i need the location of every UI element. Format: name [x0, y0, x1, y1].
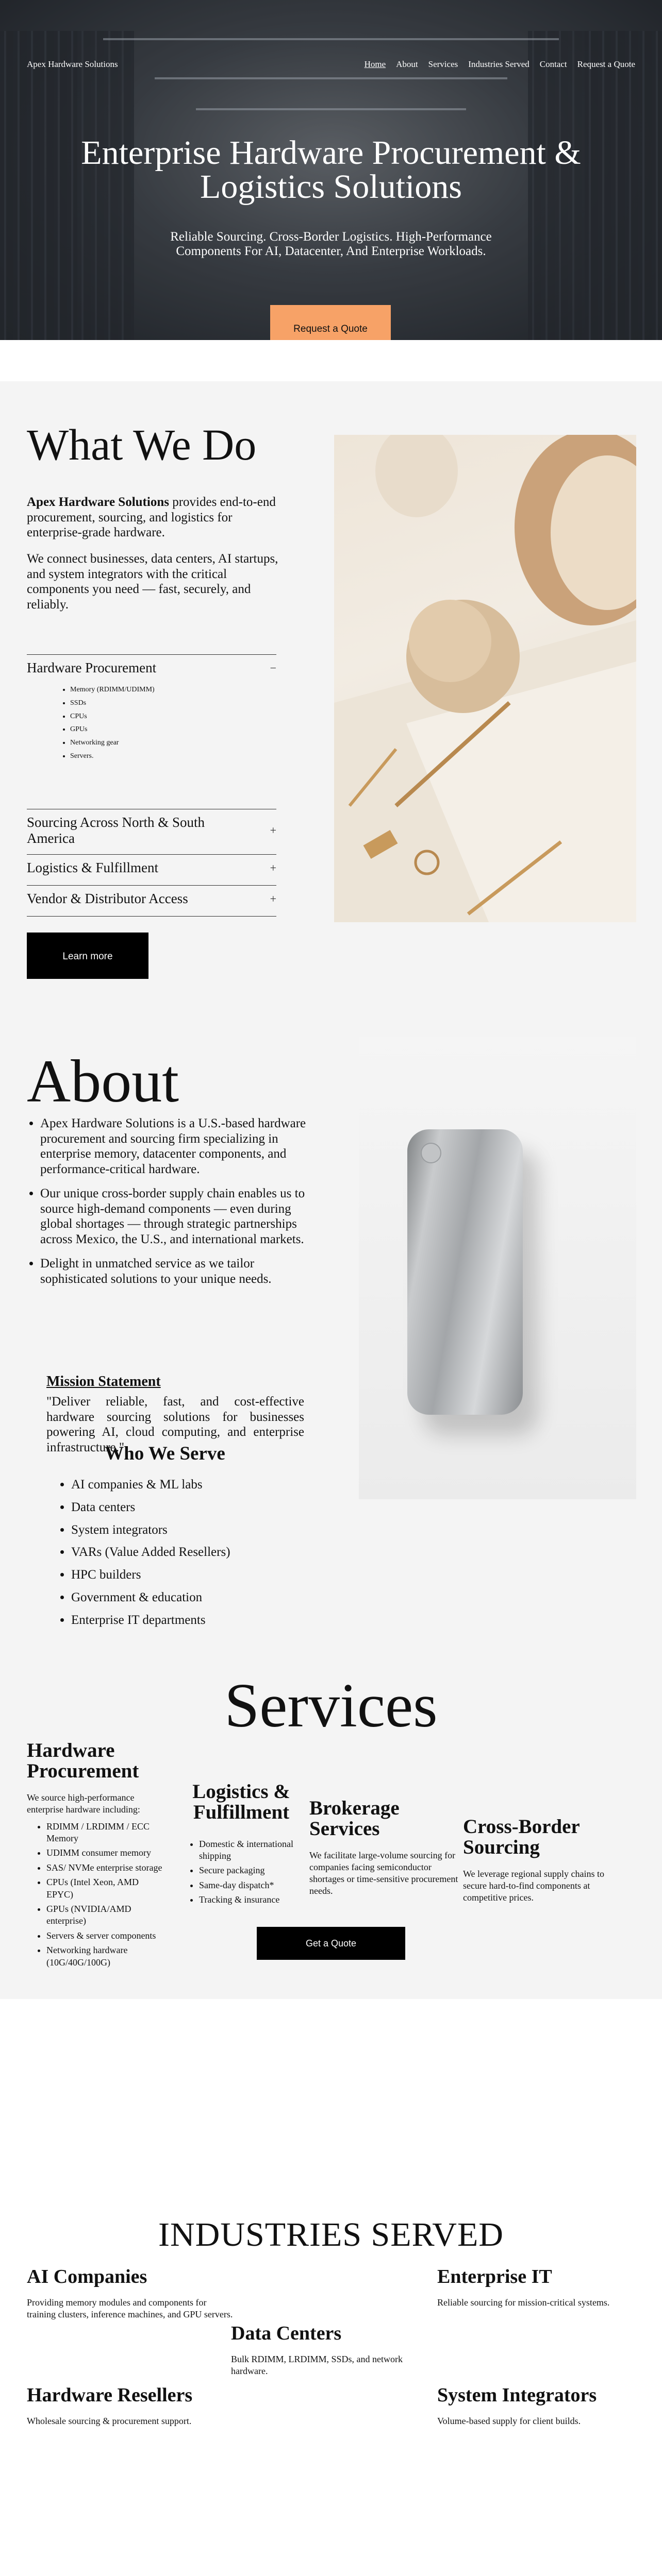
get-quote-button[interactable]: Get a Quote — [257, 1927, 405, 1960]
plus-icon[interactable]: + — [270, 861, 276, 874]
list-item: • System integrators — [71, 1519, 230, 1541]
list-item: • Government & education — [71, 1586, 230, 1609]
nav-link-industries[interactable]: Industries Served — [468, 59, 529, 69]
industry-ai-companies — [27, 2267, 233, 2321]
accordion-list — [70, 683, 276, 763]
industry-data-centers — [231, 2324, 427, 2378]
list-item: • Tracking & insurance — [199, 1894, 303, 1906]
who-we-serve-heading: Who We Serve — [105, 1443, 225, 1464]
accordion-label: Logistics & Fulfillment — [27, 860, 158, 875]
list-item: • GPUs — [70, 723, 276, 736]
service-text: We source high-performance enterprise hardware including: — [27, 1792, 140, 1815]
top-nav — [27, 57, 635, 72]
list-item: • Domestic & international shipping — [199, 1838, 303, 1862]
list-item: • Servers & server components — [46, 1930, 166, 1942]
who-we-serve-list — [71, 1473, 230, 1631]
service-list — [199, 1838, 303, 1906]
industries-title: INDUSTRIES SERVED — [158, 2216, 504, 2253]
what-we-do-lead — [27, 495, 279, 540]
accordion-item-sourcing[interactable] — [27, 809, 276, 846]
list-item: • SAS/ NVMe enterprise storage — [46, 1862, 166, 1874]
list-item: • HPC builders — [71, 1564, 230, 1586]
list-item: • CPUs (Intel Xeon, AMD EPYC) — [46, 1876, 166, 1901]
list-item: • Enterprise IT departments — [71, 1609, 230, 1632]
list-item: • Apex Hardware Solutions is a U.S.-based hardware procurement and sourcing firm specializing in enterprise memory, datacenter components, and performance-critical hardware. — [40, 1116, 313, 1177]
accordion-item-vendor-access[interactable] — [27, 885, 276, 907]
nav-link-contact[interactable]: Contact — [539, 59, 567, 69]
industry-text: Reliable sourcing for mission-critical systems. — [437, 2297, 610, 2308]
industry-title: Data Centers — [231, 2323, 342, 2344]
accordion-label: Hardware Procurement — [27, 660, 157, 675]
list-item: • Networking gear — [70, 736, 276, 750]
list-item: • Delight in unmatched service as we tailor sophisticated solutions to your unique needs. — [40, 1256, 313, 1286]
nav-link-home[interactable]: Home — [364, 59, 386, 69]
service-title: Cross-Border Sourcing — [463, 1816, 580, 1858]
external-drive-illustration — [407, 1129, 523, 1415]
service-title: Brokerage Services — [309, 1797, 400, 1840]
list-item: • UDIMM consumer memory — [46, 1847, 166, 1859]
hard-drive-image — [359, 1037, 636, 1499]
what-we-do-title: What We Do — [27, 420, 257, 469]
what-we-do-lead-text: provides end-to-end procurement, sourcing, and logistics for enterprise-grade hardware. — [27, 495, 276, 539]
service-text: We facilitate large-volume sourcing for companies facing semiconductor shortages or time-sensitive procurement needs. — [309, 1850, 458, 1896]
industry-enterprise-it — [437, 2267, 643, 2309]
services-title: Services — [224, 1671, 438, 1740]
industry-text: Wholesale sourcing & procurement support. — [27, 2415, 192, 2426]
what-we-do-lead-2: We connect businesses, data centers, AI startups, and system integrators with the critical components you need — fast, securely, and reliably. — [27, 552, 278, 612]
accordion-label: Vendor & Distributor Access — [27, 891, 188, 906]
accordion-item-hardware-procurement[interactable] — [27, 654, 276, 763]
list-item: • Secure packaging — [199, 1865, 303, 1876]
mission-heading: Mission Statement — [46, 1374, 161, 1389]
service-title: Logistics & Fulfillment — [192, 1781, 290, 1823]
accordion-item-logistics[interactable] — [27, 854, 276, 876]
industries-section — [0, 1999, 662, 2576]
service-text: We leverage regional supply chains to secure hard-to-find components at competitive prices. — [463, 1868, 604, 1903]
service-hardware-procurement — [27, 1740, 166, 1971]
list-item: • Our unique cross-border supply chain enables us to source high-demand components — even during global shortages — through strategic partnerships across Mexico, the U.S., and international markets. — [40, 1186, 313, 1247]
nav-link-services[interactable]: Services — [428, 59, 458, 69]
list-item: • VARs (Value Added Resellers) — [71, 1541, 230, 1564]
list-item: • Memory (RDIMM/UDIMM) — [70, 683, 276, 697]
list-item: • Data centers — [71, 1496, 230, 1519]
industry-text: Bulk RDIMM, LRDIMM, SSDs, and network hardware. — [231, 2353, 403, 2377]
nav-link-request-quote[interactable]: Request a Quote — [577, 59, 635, 69]
nav-link-about[interactable]: About — [396, 59, 418, 69]
mission-text: "Deliver reliable, fast, and cost-effective hardware sourcing solutions for businesses powering AI, cloud computing, and enterprise infrastructure." — [46, 1395, 304, 1454]
list-item: • RDIMM / LRDIMM / ECC Memory — [46, 1821, 166, 1845]
list-item: • GPUs (NVIDIA/AMD enterprise) — [46, 1903, 166, 1927]
industry-title: System Integrators — [437, 2384, 597, 2406]
hero-section — [0, 0, 662, 340]
plus-icon[interactable]: + — [270, 824, 276, 837]
industry-text: Volume-based supply for client builds. — [437, 2415, 581, 2426]
list-item: • Same-day dispatch* — [199, 1879, 303, 1891]
list-item: • CPUs — [70, 710, 276, 723]
what-we-do-section — [0, 381, 662, 979]
service-cross-border — [463, 1817, 613, 1904]
drive-indicator — [421, 1143, 441, 1163]
wooden-objects-illustration — [334, 435, 636, 922]
industry-title: AI Companies — [27, 2266, 147, 2287]
hero-request-quote-button[interactable]: Request a Quote — [270, 305, 391, 340]
industry-system-integrators — [437, 2385, 643, 2427]
list-item: • Networking hardware (10G/40G/100G) — [46, 1944, 166, 1969]
list-item: • SSDs — [70, 697, 276, 710]
accordion-label: Sourcing Across North & South America — [27, 815, 205, 846]
industry-title: Enterprise IT — [437, 2266, 552, 2287]
about-title: About — [27, 1047, 179, 1115]
plus-icon[interactable]: + — [270, 892, 276, 905]
industry-hardware-resellers — [27, 2385, 233, 2427]
industry-title: Hardware Resellers — [27, 2384, 193, 2406]
learn-more-button[interactable]: Learn more — [27, 933, 148, 981]
about-list — [40, 1116, 313, 1296]
accordion-divider — [27, 916, 276, 917]
site-brand[interactable]: Apex Hardware Solutions — [27, 59, 118, 69]
wooden-objects-image — [334, 435, 636, 922]
hero-title: Enterprise Hardware Procurement & Logistics Solutions — [81, 134, 581, 206]
what-we-do-lead-brand: Apex Hardware Solutions — [27, 495, 169, 509]
service-brokerage — [309, 1798, 464, 1897]
service-logistics — [179, 1782, 303, 1908]
list-item: • Servers. — [70, 750, 276, 763]
industry-text: Providing memory modules and components for training clusters, inference machines, and GPU servers. — [27, 2297, 233, 2320]
service-title: Hardware Procurement — [27, 1739, 139, 1782]
minus-icon[interactable]: − — [270, 661, 276, 674]
service-list — [46, 1821, 166, 1969]
list-item: • AI companies & ML labs — [71, 1473, 230, 1496]
hero-subtitle: Reliable Sourcing. Cross-Border Logistics. High-Performance Components For AI, Datacenter, And Enterprise Workloads. — [170, 230, 492, 258]
